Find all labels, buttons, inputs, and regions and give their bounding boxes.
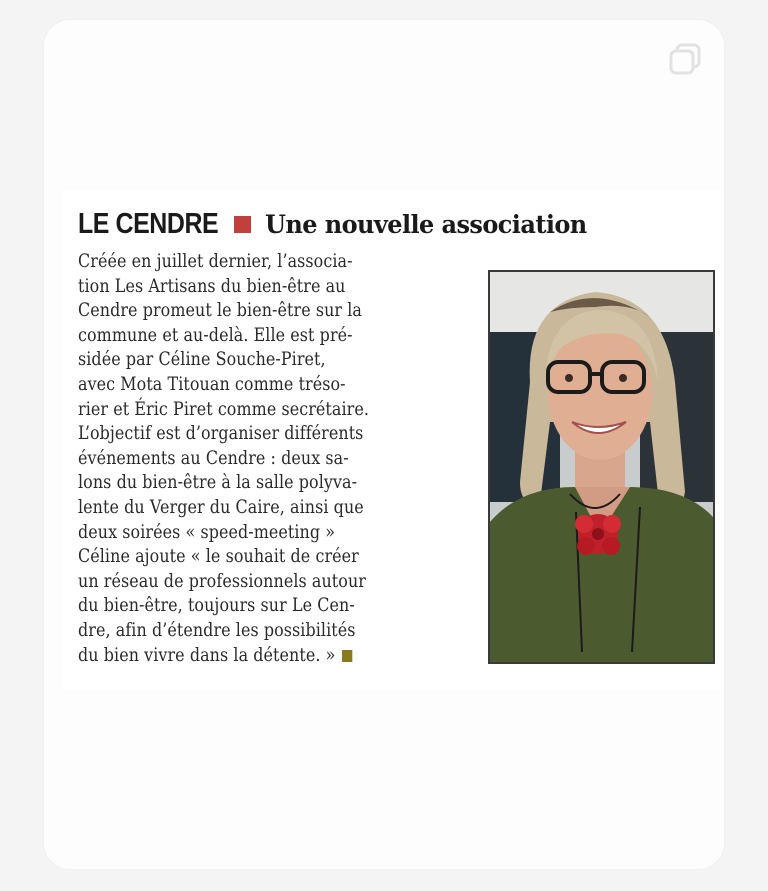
body-line: tion Les Artisans du bien-être au bbox=[78, 275, 346, 297]
body-line: lons du bien-être à la salle polyva- bbox=[78, 472, 358, 494]
body-line: un réseau de professionnels autour bbox=[78, 570, 366, 592]
body-line: L’objectif est d’organiser différents bbox=[78, 423, 364, 445]
body-line: commune et au-delà. Elle est pré- bbox=[78, 324, 353, 346]
body-line: avec Mota Titouan comme tréso- bbox=[78, 373, 346, 395]
article-headline bbox=[78, 202, 600, 246]
body-line: du bien-être, toujours sur Le Cen- bbox=[78, 595, 355, 617]
body-line: événements au Cendre : deux sa- bbox=[78, 447, 349, 469]
body-line: Cendre promeut le bien-être sur la bbox=[78, 300, 363, 322]
body-line: lente du Verger du Caire, ainsi que bbox=[78, 496, 364, 518]
body-line: dre, afin d’étendre les possibilités bbox=[78, 619, 356, 641]
body-line: Céline ajoute « le souhait de créer bbox=[78, 546, 359, 568]
portrait-photo bbox=[488, 270, 715, 664]
body-line: deux soirées « speed-meeting » bbox=[78, 521, 336, 543]
body-line-last bbox=[78, 644, 439, 669]
copy-icon[interactable] bbox=[668, 42, 702, 76]
body-line: sidée par Céline Souche-Piret, bbox=[78, 349, 326, 371]
headline-marker bbox=[234, 216, 251, 233]
article-title: Une nouvelle association bbox=[265, 209, 587, 239]
location-label: LE CENDRE bbox=[78, 207, 219, 240]
end-marker bbox=[342, 650, 352, 662]
body-line: rier et Éric Piret comme secrétaire. bbox=[78, 398, 369, 420]
body-line: du bien vivre dans la détente. » bbox=[78, 644, 336, 666]
article-body bbox=[78, 250, 498, 668]
body-line: Créée en juillet dernier, l’associa- bbox=[78, 251, 353, 272]
